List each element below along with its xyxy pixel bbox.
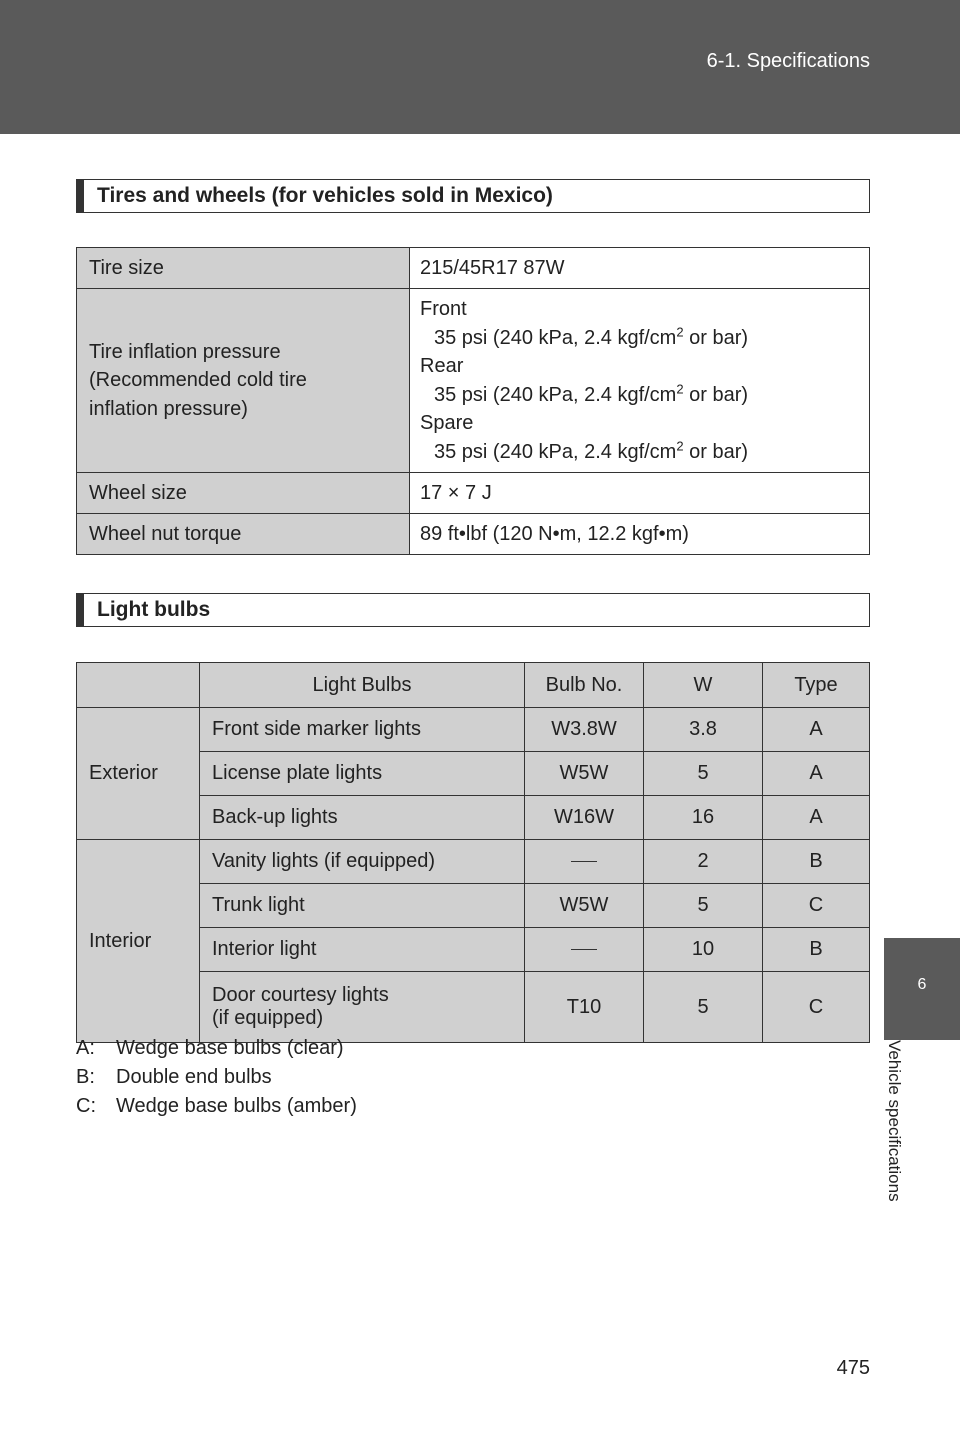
tires-table [76,247,870,555]
pressure-rear-value: 35 psi (240 kPa, 2.4 kgf/$cm^2$ or bar) [434,380,749,406]
bulb-w: 2 [644,840,763,884]
table-row [77,248,870,289]
nut-torque-value: 89 ft•lbf (120 N•m, 12.2 kgf•m) [410,514,870,555]
bulb-type: B [763,928,870,972]
group-exterior: Exterior [77,708,200,840]
bulb-name: Interior light [200,928,525,972]
bulb-no: W3.8W [525,708,644,752]
bulb-type: A [763,796,870,840]
page-number: 475 [836,1357,870,1379]
chapter-tab[interactable] [884,938,960,1040]
bulb-no-none [525,840,644,884]
bulb-type: A [763,752,870,796]
chapter-title: Vehicle specifications [885,1040,904,1202]
bulb-name: Door courtesy lights (if equipped) [200,972,525,1043]
bulb-name: Trunk light [200,884,525,928]
bulb-type: C [763,972,870,1043]
bulb-w: 10 [644,928,763,972]
header-band [0,0,960,134]
bulb-name: Vanity lights (if equipped) [200,840,525,884]
dash-mark [571,949,597,950]
bulb-no: W16W [525,796,644,840]
chapter-number: 6 [917,976,927,993]
bulb-w: 5 [644,972,763,1043]
section-title: 6-1. Specifications [706,50,870,72]
group-interior: Interior [77,840,200,1043]
pressure-label: Tire inflation pressure (Recommended cold tire inflation pressure) [77,289,410,473]
bulb-w: 5 [644,884,763,928]
col-header-type: Type [763,663,870,708]
wheel-size-label: Wheel size [77,473,410,514]
pressure-values [410,289,870,473]
bulb-name: License plate lights [200,752,525,796]
pressure-front-value: 35 psi (240 kPa, 2.4 kgf/$cm^2$ or bar) [434,323,749,349]
bulb-type: C [763,884,870,928]
col-header-bulb-no: Bulb No. [525,663,644,708]
bulbs-table [76,662,870,1043]
legend-item: B: Double end bulbs [76,1066,272,1088]
bulb-w: 3.8 [644,708,763,752]
table-row [77,840,870,884]
bulb-no: T10 [525,972,644,1043]
bulb-w: 16 [644,796,763,840]
pressure-front-label: Front [420,298,467,320]
bulb-type: A [763,708,870,752]
bulb-w: 5 [644,752,763,796]
bulb-name: Front side marker lights [200,708,525,752]
wheel-size-value: 17 × 7 J [410,473,870,514]
table-row [77,473,870,514]
bulb-no-none [525,928,644,972]
table-row [77,289,870,473]
tire-size-label: Tire size [77,248,410,289]
bulb-no: W5W [525,752,644,796]
legend-item: A: Wedge base bulbs (clear) [76,1037,344,1059]
col-header-w: W [644,663,763,708]
legend-item: C: Wedge base bulbs (amber) [76,1095,357,1117]
table-row [77,514,870,555]
tires-heading: Tires and wheels (for vehicles sold in Mexico) [76,179,870,213]
bulb-type: B [763,840,870,884]
bulb-name: Back-up lights [200,796,525,840]
pressure-spare-label: Spare [420,412,474,434]
table-row [77,708,870,752]
nut-torque-label: Wheel nut torque [77,514,410,555]
pressure-spare-value: 35 psi (240 kPa, 2.4 kgf/$cm^2$ or bar) [434,437,749,463]
table-header-row [77,663,870,708]
bulb-type-legend [76,1034,357,1121]
col-header-group [77,663,200,708]
col-header-light-bulbs: Light Bulbs [200,663,525,708]
dash-mark [571,861,597,862]
pressure-rear-label: Rear [420,355,464,377]
bulbs-heading: Light bulbs [76,593,870,627]
bulb-no: W5W [525,884,644,928]
tire-size-value: 215/45R17 87W [410,248,870,289]
